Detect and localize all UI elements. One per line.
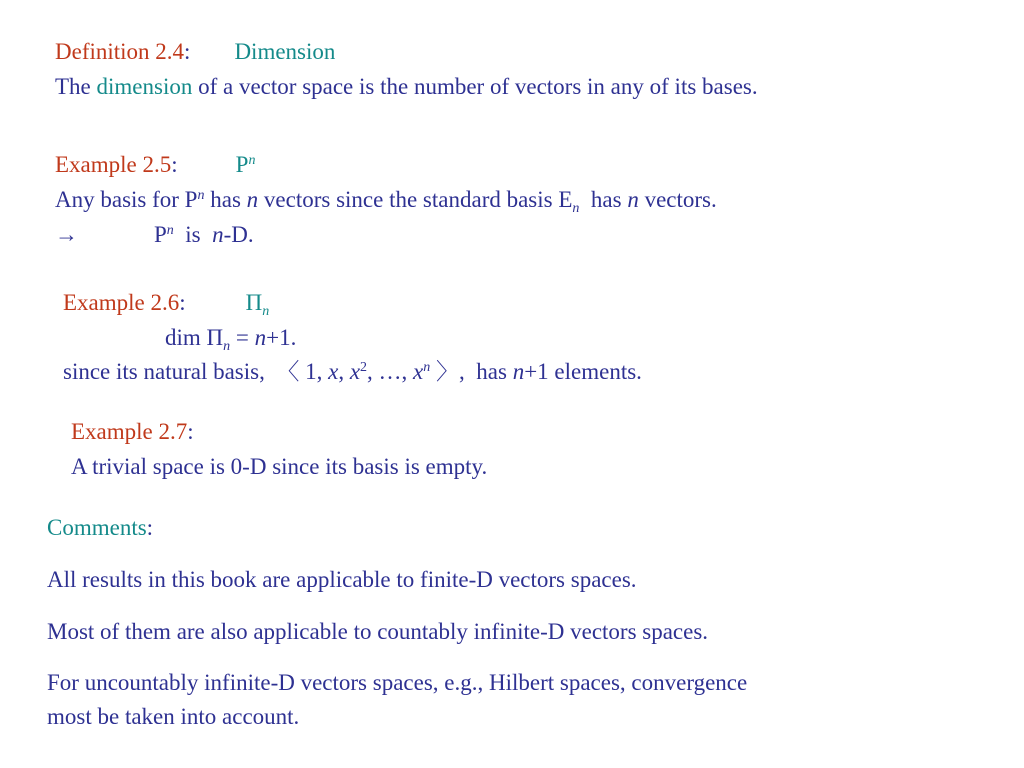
text-segment: has (204, 187, 247, 212)
text-segment: vectors. (638, 187, 717, 212)
colon: : (179, 290, 186, 315)
text-segment: +1. (266, 325, 297, 350)
example-2-5-heading (55, 151, 255, 179)
colon: : (146, 515, 154, 540)
title-sup: n (248, 153, 256, 168)
text-segment: vectors since the standard basis E (258, 187, 573, 212)
italic-n: n (246, 187, 259, 212)
example-title (236, 152, 256, 177)
comment-line-2: Most of them are also applicable to countably infinite-D vectors spaces. (47, 619, 709, 644)
text-segment: since its natural basis, 〈 1, (63, 359, 329, 384)
italic-x: x (349, 359, 361, 384)
subscript: n (572, 201, 580, 216)
title-sub: n (262, 304, 270, 319)
text-segment: dim Π (165, 325, 224, 350)
superscript: n (166, 223, 174, 238)
comment-line-1: All results in this book are applicable to finite-D vectors spaces. (47, 567, 637, 592)
colon: : (171, 152, 178, 177)
italic-x: x (413, 359, 424, 384)
italic-x: x (328, 359, 339, 384)
example-2-6-dim-line (165, 324, 296, 352)
example-title (245, 290, 270, 319)
comment-line-3: For uncountably infinite-D vectors spaces, e.g., Hilbert spaces, convergence (47, 670, 748, 695)
title-base: P (235, 152, 249, 177)
subscript: n (223, 339, 231, 354)
definition-title: Dimension (234, 39, 336, 64)
text-segment: +1 elements. (524, 359, 642, 384)
text-segment: P (154, 222, 167, 247)
example-label: Example 2.5 (55, 152, 172, 177)
text-segment: is (173, 222, 213, 247)
text-segment: -D. (223, 222, 254, 247)
colon: : (187, 419, 194, 444)
term-dimension: dimension (96, 74, 193, 99)
definition-2-4-heading (55, 38, 335, 66)
text-segment: Any basis for P (55, 187, 198, 212)
superscript: 2 (360, 360, 368, 375)
example-2-7-text: A trivial space is 0-D since its basis is empty. (71, 454, 488, 479)
text-segment: has (579, 187, 628, 212)
comments-heading (47, 514, 153, 542)
example-2-6-heading (63, 289, 269, 317)
comment-line-4: most be taken into account. (47, 704, 300, 729)
italic-n: n (212, 222, 224, 247)
superscript: n (197, 188, 205, 203)
text-segment: , …, (367, 359, 414, 384)
example-label: Example 2.6 (63, 290, 180, 315)
comments-label: Comments (47, 515, 147, 540)
example-2-5-line-1 (55, 186, 717, 214)
italic-n: n (512, 359, 525, 384)
text-segment: 〉, has (430, 359, 513, 384)
arrow-icon: → (55, 222, 78, 247)
example-label: Example 2.7 (71, 419, 188, 444)
text-segment: , (338, 359, 350, 384)
superscript: n (423, 360, 431, 375)
example-2-7-heading (71, 418, 194, 446)
colon: : (184, 39, 191, 64)
text-segment: The (55, 74, 97, 99)
italic-n: n (254, 325, 267, 350)
text-segment: of a vector space is the number of vectors in any of its bases. (192, 74, 758, 99)
title-base: Π (245, 290, 263, 315)
text-segment: = (230, 325, 255, 350)
example-2-5-line-2 (55, 221, 254, 249)
italic-n: n (627, 187, 639, 212)
definition-2-4-text (55, 73, 758, 101)
definition-label: Definition 2.4 (55, 39, 185, 64)
example-2-6-since-line (63, 358, 642, 386)
